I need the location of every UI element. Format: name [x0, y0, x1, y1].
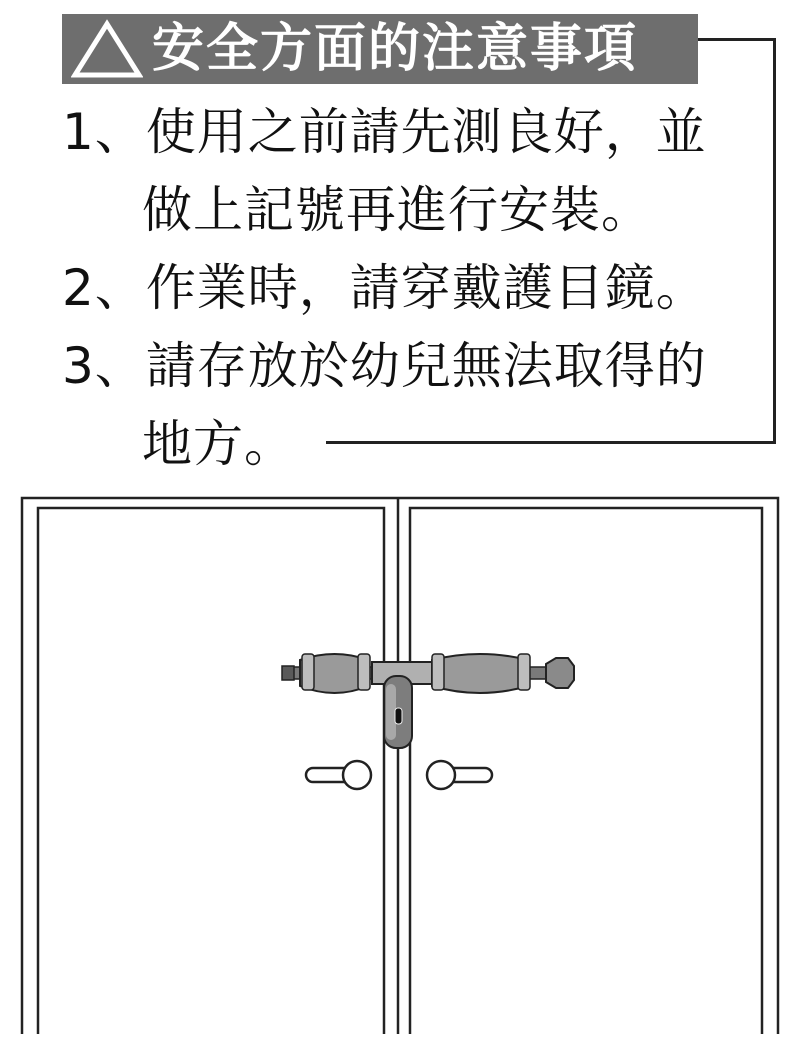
bar-lock-icon: [282, 654, 574, 693]
door-handle-icon: [427, 761, 492, 789]
door-left-icon: [38, 498, 398, 1034]
warning-triangle-icon: [62, 14, 152, 84]
padlock-icon: [384, 676, 412, 748]
notice-item-number: 1、: [62, 103, 146, 161]
notice-item-text: 請存放於幼兒無法取得的: [145, 337, 707, 395]
notice-bracket-bottom: [326, 441, 776, 444]
notice-item-2: [62, 258, 707, 318]
notice-item-1-cont: [142, 180, 652, 240]
notice-item-text: 作業時，請穿戴護目鏡。: [145, 259, 707, 317]
notice-bracket-top: [698, 38, 776, 41]
notice-item-number: 2、: [62, 259, 146, 317]
notice-item-number: 3、: [62, 337, 146, 395]
notice-title-banner: [62, 14, 698, 84]
notice-item-text: 做上記號再進行安裝。: [142, 181, 652, 239]
notice-item-3-cont: [142, 414, 295, 474]
door-frame: [22, 498, 778, 1034]
notice-item-3: [62, 336, 707, 396]
notice-item-1: [62, 102, 707, 162]
notice-item-text: 地方。: [142, 415, 295, 473]
notice-title: 安全方面的注意事項: [152, 19, 639, 79]
notice-item-text: 使用之前請先測良好，並: [145, 103, 707, 161]
door-handle-icon: [306, 761, 371, 789]
notice-bracket-right: [773, 38, 776, 444]
door-illustration: [0, 488, 800, 1034]
